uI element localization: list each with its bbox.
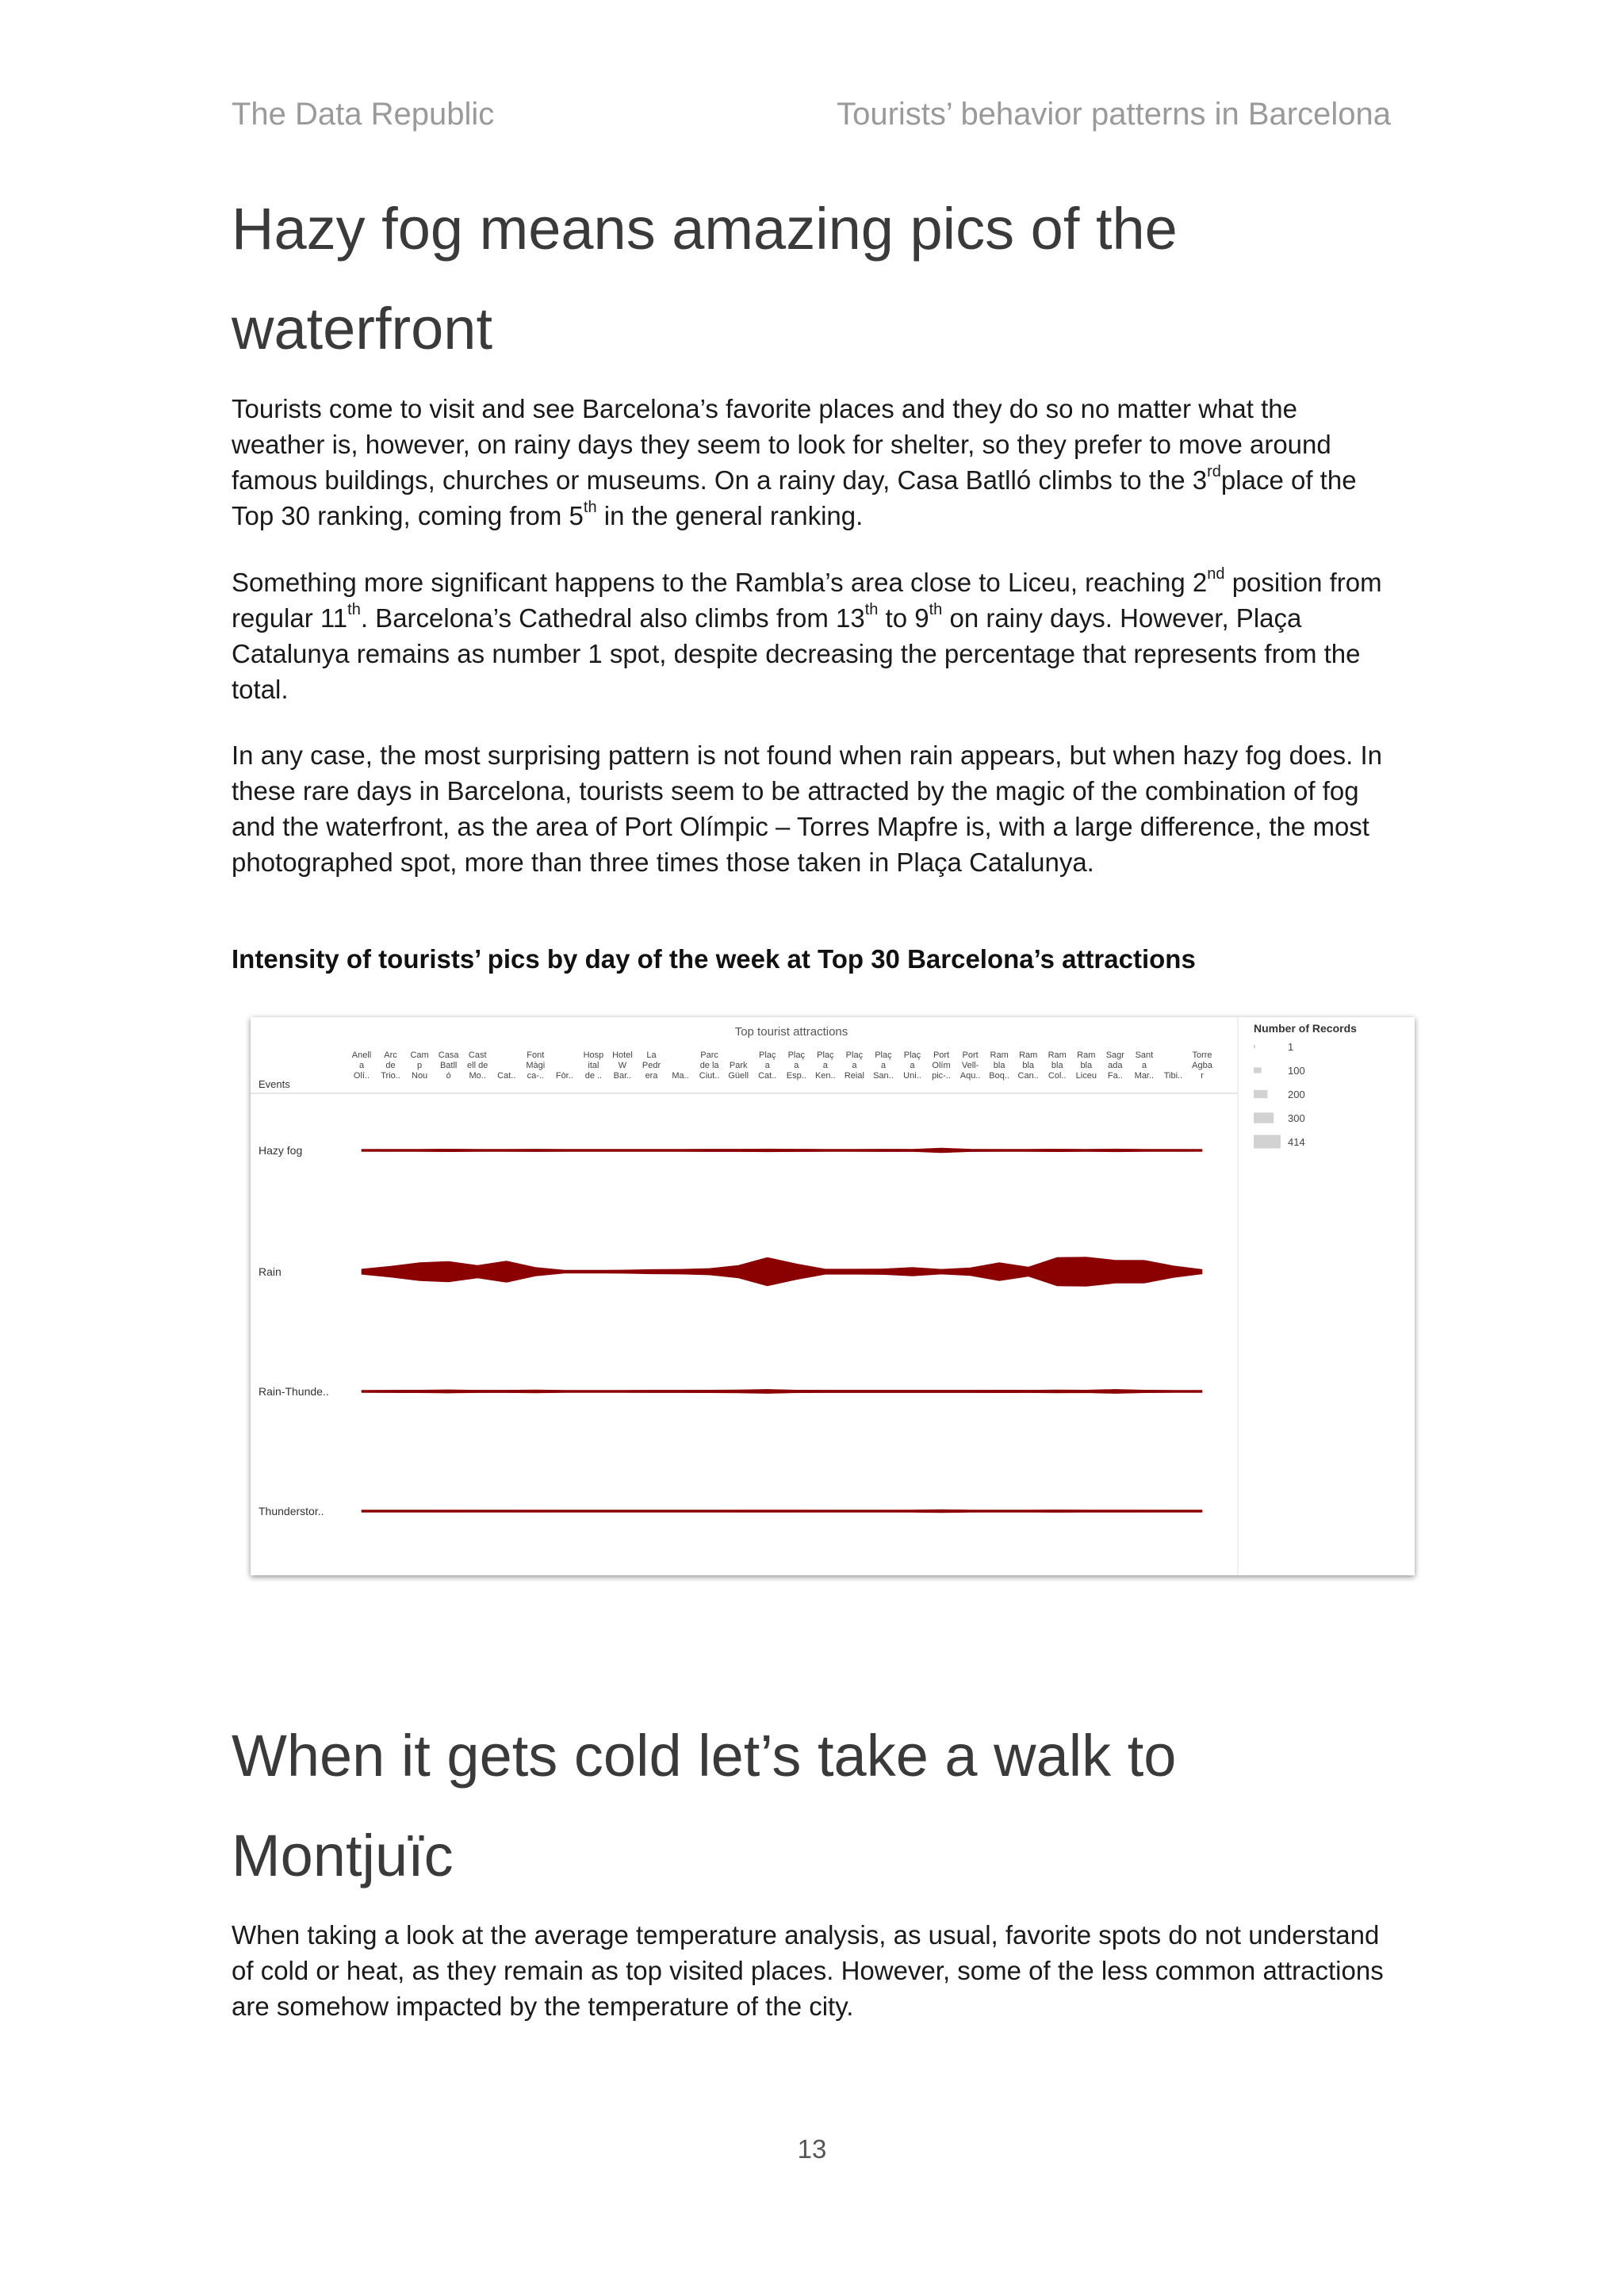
column-label: de [385,1061,396,1070]
legend-label: 100 [1288,1065,1305,1077]
p2-text-a: Something more significant happens to the Rambla’s area close to Liceu, reaching 2 [232,568,1208,597]
column-label: Ram [1048,1050,1067,1060]
legend-label: 1 [1288,1041,1294,1053]
column-label: era [645,1071,658,1081]
chart-title: Top tourist attractions [734,1025,848,1039]
row-label: Thunderstor.. [259,1505,324,1517]
column-label: Pedr [642,1061,661,1070]
column-label: Aqu.. [959,1071,981,1081]
column-label: ital [588,1061,599,1070]
p2-text-d: to 9 [878,603,929,633]
column-label: Plaç [759,1050,776,1060]
legend-swatch [1254,1045,1255,1048]
column-label: ada [1108,1061,1123,1070]
paragraph-rambla [232,564,1397,707]
paragraph-temperature: When taking a look at the average temperature analysis, as usual, favorite spots do not understand of cold or heat, as they remain as top visited places. However, some of the less common attractions are somehow impacted by the temperature of the city. [232,1920,1384,2021]
column-label: de la [699,1061,719,1070]
column-label: Uni.. [903,1071,921,1081]
legend-area [1238,1017,1415,1575]
column-label: p [417,1061,423,1070]
column-label: Liceu [1075,1071,1097,1081]
column-label: Font [527,1050,545,1060]
paragraph-rainy-days [232,391,1397,534]
column-label: Torre [1192,1050,1212,1060]
column-label: a [880,1061,886,1070]
violin-chart [251,1017,1415,1575]
column-label: San.. [873,1071,894,1081]
column-label: Boq.. [989,1071,1009,1081]
column-label: Ram [990,1050,1009,1060]
p1-sup-a: rd [1207,463,1221,480]
p1-sup-b: th [583,499,597,516]
column-label: Plaç [787,1050,805,1060]
column-label: Sant [1135,1050,1154,1060]
column-label: Olí.. [353,1071,370,1081]
chart-row-header: Events [259,1078,290,1090]
column-label: La [646,1050,657,1060]
p2-text-e: on rainy days. However, Plaça Catalunya remains as number 1 spot, despite decreasing the percentage that represents from the total. [232,603,1361,704]
violin-thunderstor [362,1510,1202,1513]
column-label: Esp.. [786,1071,806,1081]
column-label: Plaç [817,1050,834,1060]
column-label: a [764,1061,770,1070]
column-label: Col.. [1048,1071,1067,1081]
column-label: de .. [584,1071,603,1081]
legend-swatch [1254,1067,1262,1073]
column-label: Güell [728,1071,749,1081]
running-header-right: Tourists’ behavior patterns in Barcelona [837,97,1391,132]
column-label: Fa.. [1107,1071,1123,1081]
column-label: Mo.. [469,1071,486,1081]
section-title-fog-line1: Hazy fog means amazing pics of the [232,196,1178,262]
column-label: ca-.. [527,1071,545,1081]
column-label: Cast [468,1050,487,1060]
column-label: Màgi [526,1061,546,1070]
column-label: pic-.. [932,1071,951,1081]
violin-rain-thunde [362,1389,1202,1393]
column-label: Arc [384,1050,397,1060]
column-label: Port [962,1050,979,1060]
section-title-fog [232,179,1421,379]
row-label: Hazy fog [259,1144,303,1157]
column-label: Reial [844,1071,864,1081]
column-label: Ciut.. [699,1071,720,1081]
column-label: Park [729,1061,748,1070]
column-label: Ram [1019,1050,1038,1060]
column-label: Casa [438,1050,459,1060]
column-label: Nou [412,1071,428,1081]
p2-sup-a: nd [1207,565,1225,583]
legend-swatch [1254,1135,1281,1149]
column-label: a [822,1061,828,1070]
column-label: Vell- [961,1061,979,1070]
column-label: Cat.. [497,1071,516,1081]
column-label: Agba [1192,1061,1212,1070]
section-title-cold-line1: When it gets cold let’s take a walk to [232,1723,1177,1789]
p1-text-c: in the general ranking. [596,501,864,530]
column-label: Parc [700,1050,718,1060]
page-number: 13 [797,2134,827,2164]
section-title-fog-line2: waterfront [232,296,493,362]
column-label: Trio.. [381,1071,400,1081]
legend-label: 414 [1288,1136,1305,1148]
column-label: Ken.. [814,1071,836,1081]
legend-swatch [1254,1090,1267,1098]
column-label: Hotel [612,1050,633,1060]
column-label: a [1141,1061,1147,1070]
p1-text-b: place of the Top 30 ranking, coming from 5 [232,465,1357,530]
column-label: Anell [351,1050,372,1060]
column-label: Plaç [875,1050,892,1060]
column-label: Plaç [845,1050,864,1060]
row-label: Rain [259,1265,282,1278]
column-label: Batll [439,1061,458,1070]
column-label: a [852,1061,857,1070]
legend-title: Number of Records [1254,1022,1357,1035]
column-label: Tibi.. [1163,1071,1183,1081]
p2-text-b: position from regular 11 [232,568,1382,633]
p2-text-c: . Barcelona’s Cathedral also climbs from 13 [360,603,865,633]
p2-sup-b: th [347,601,361,618]
figure-caption: Intensity of tourists’ pics by day of the week at Top 30 Barcelona’s attractions [232,944,1196,974]
column-label: ó [446,1071,451,1081]
column-label: Can.. [1017,1071,1039,1081]
column-label: Cat.. [758,1071,777,1081]
column-label: W [618,1061,627,1070]
column-label: r [1201,1071,1204,1081]
column-label: a [358,1061,365,1070]
section-title-cold-line2: Montjuïc [232,1823,454,1888]
running-header-left: The Data Republic [232,97,495,132]
column-label: Ma.. [672,1071,689,1081]
column-label: Port [933,1050,950,1060]
paragraph-hazy-fog: In any case, the most surprising pattern is not found when rain appears, but when hazy fog does. In these rare days in Barcelona, tourists seem to be attracted by the magic of the combination of fog and the waterfront, as the area of Port Olímpic – Torres Mapfre is, with a large difference, the most photographed spot, more than three times those taken in Plaça Catalunya. [232,740,1383,877]
plot-area [251,1017,1238,1575]
column-label: Sagr [1105,1050,1124,1060]
legend-label: 200 [1288,1089,1305,1100]
legend-label: 300 [1288,1112,1305,1124]
column-label: Mar.. [1134,1071,1155,1081]
column-label: Hosp [583,1050,604,1060]
legend-swatch [1254,1112,1274,1123]
p1-text-a: Tourists come to visit and see Barcelona’s favorite places and they do so no matter what the weather is, however, on rainy days they seem to look for shelter, so they prefer to move around famous buildings, churches or museums. On a rainy day, Casa Batlló climbs to the 3 [232,394,1331,495]
column-label: Fòr.. [555,1071,573,1081]
p2-sup-c: th [864,601,879,618]
column-label: ell de [467,1061,488,1070]
column-label: Olím [932,1061,951,1070]
column-label: bla [1022,1061,1035,1070]
chart-frame [251,1017,1415,1575]
column-label: Cam [410,1050,429,1060]
p2-sup-d: th [929,601,943,618]
column-label: bla [993,1061,1005,1070]
column-label: Ram [1077,1050,1096,1060]
row-label: Rain-Thunde.. [259,1385,329,1398]
column-label: a [910,1061,915,1070]
column-label: bla [1051,1061,1063,1070]
section-title-cold [232,1706,1421,1906]
column-label: a [794,1061,799,1070]
column-label: bla [1080,1061,1093,1070]
column-label: Bar.. [613,1071,632,1081]
column-label: Plaç [903,1050,921,1060]
